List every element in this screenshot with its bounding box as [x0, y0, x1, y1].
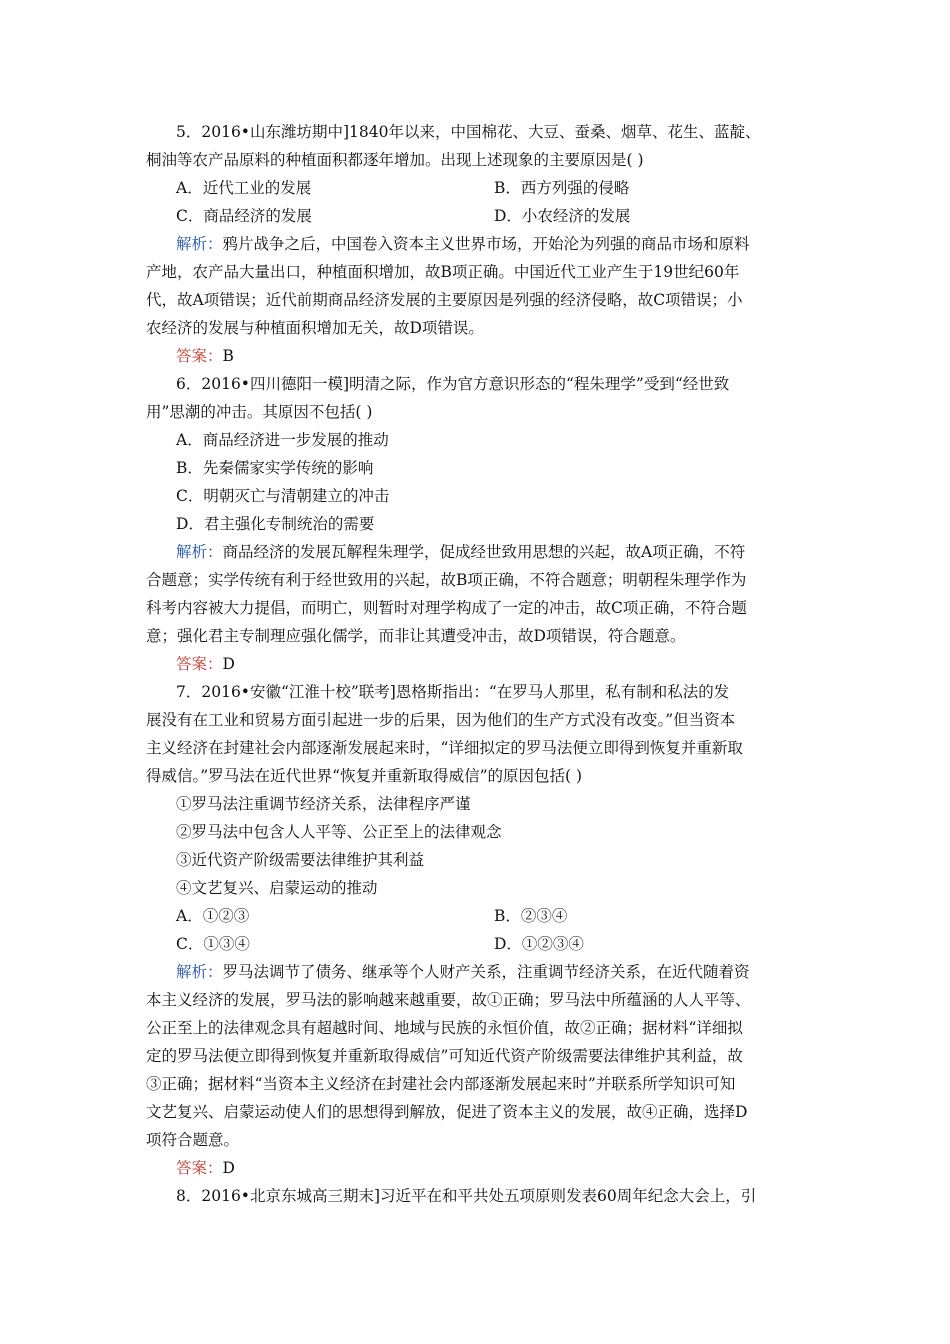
analysis-line: ③正确；据材料“当资本主义经济在封建社会内部逐渐发展起来时”并联系所学知识可知: [146, 1075, 736, 1093]
analysis-text: 鸦片战争之后，中国卷入资本主义世界市场，开始沦为列强的商品市场和原料: [222, 235, 750, 253]
analysis-line: 公正至上的法律观念具有超越时间、地域与民族的永恒价值，故②正确；据材料“详细拟: [146, 1019, 743, 1037]
analysis-line: 合题意；实学传统有利于经世致用的兴起，故B项正确，不符合题意；明朝程朱理学作为: [146, 571, 747, 589]
analysis-line: [146, 230, 812, 258]
options-row: [146, 930, 812, 958]
options-row: [146, 902, 812, 930]
analysis-line: 意；强化君主专制理应强化儒学，而非让其遭受冲击，故D项错误，符合题意。: [146, 627, 686, 645]
analysis-line: 文艺复兴、启蒙运动使人们的思想得到解放，促进了资本主义的发展，故④正确，选择D: [146, 1103, 748, 1121]
answer-label: 答案：: [176, 655, 223, 673]
analysis-line: 代，故A项错误；近代前期商品经济发展的主要原因是列强的经济侵略，故C项错误；小: [146, 291, 743, 309]
option-b: B．②③④: [494, 907, 568, 925]
statement-item: ④文艺复兴、启蒙运动的推动: [176, 879, 378, 897]
option-d: D．君主强化专制统治的需要: [176, 515, 375, 533]
answer-value: D: [222, 655, 235, 673]
answer-label: 答案：: [176, 1159, 223, 1177]
analysis-text: 罗马法调节了债务、继承等个人财产关系，注重调节经济关系，在近代随着资: [222, 963, 750, 981]
options-row: [146, 174, 812, 202]
question-8: [146, 1182, 812, 1210]
option-b: B．先秦儒家实学传统的影响: [176, 459, 374, 477]
question-stem-line: 桐油等农产品原料的种植面积都逐年增加。出现上述现象的主要原因是( ): [146, 151, 644, 169]
document-page: [146, 118, 812, 1210]
analysis-line: 农经济的发展与种植面积增加无关，故D项错误。: [146, 319, 484, 337]
analysis-line: 定的罗马法便立即得到恢复并重新取得威信”可知近代资产阶级需要法律维护其利益，故: [146, 1047, 743, 1065]
question-6: [146, 370, 812, 678]
analysis-label: 解析：: [176, 963, 223, 981]
option-c: C．商品经济的发展: [176, 207, 312, 225]
option-a: A．商品经济进一步发展的推动: [176, 431, 389, 449]
answer-value: B: [222, 347, 234, 365]
analysis-line: 产地，农产品大量出口，种植面积增加，故B项正确。中国近代工业产生于19世纪60年: [146, 263, 740, 281]
statement-item: ②罗马法中包含人人平等、公正至上的法律观念: [176, 823, 502, 841]
analysis-label: 解析：: [176, 543, 223, 561]
question-5: [146, 118, 812, 370]
question-stem-line: 主义经济在封建社会内部逐渐发展起来时，“详细拟定的罗马法便立即得到恢复并重新取: [146, 739, 743, 757]
question-stem-line: 7．2016•安徽“江淮十校”联考]恩格斯指出：“在罗马人那里，私有制和私法的发: [176, 683, 730, 701]
option-b: B．西方列强的侵略: [494, 179, 630, 197]
option-d: D．①②③④: [494, 935, 584, 953]
answer-label: 答案：: [176, 347, 223, 365]
analysis-line: 科考内容被大力提倡，而明亡，则暂时对理学构成了一定的冲击，故C项正确，不符合题: [146, 599, 747, 617]
option-a: A．①②③: [176, 907, 250, 925]
analysis-line: 本主义经济的发展，罗马法的影响越来越重要，故①正确；罗马法中所蕴涵的人人平等、: [146, 991, 751, 1009]
analysis-label: 解析：: [176, 235, 223, 253]
analysis-line: [146, 958, 812, 986]
analysis-text: 商品经济的发展瓦解程朱理学，促成经世致用思想的兴起，故A项正确，不符: [222, 543, 746, 561]
question-stem-line: 展没有在工业和贸易方面引起进一步的后果，因为他们的生产方式没有改变。”但当资本: [146, 711, 736, 729]
answer-line: [146, 1154, 812, 1182]
option-a: A．近代工业的发展: [176, 179, 312, 197]
option-d: D．小农经济的发展: [494, 207, 631, 225]
statement-item: ①罗马法注重调节经济关系，法律程序严谨: [176, 795, 471, 813]
question-stem-line: 5．2016•山东潍坊期中]1840年以来，中国棉花、大豆、蚕桑、烟草、花生、蓝靛、: [176, 123, 761, 141]
answer-line: [146, 342, 812, 370]
option-c: C．明朝灭亡与清朝建立的冲击: [176, 487, 390, 505]
statement-item: ③近代资产阶级需要法律维护其利益: [176, 851, 425, 869]
question-stem-line: 8．2016•北京东城高三期末]习近平在和平共处五项原则发表60周年纪念大会上，引: [176, 1187, 757, 1205]
analysis-line: [146, 538, 812, 566]
answer-value: D: [222, 1159, 235, 1177]
options-row: [146, 202, 812, 230]
question-stem-line: 用”思潮的冲击。其原因不包括( ): [146, 403, 373, 421]
option-c: C．①③④: [176, 935, 250, 953]
question-7: [146, 678, 812, 1182]
question-stem-line: 6．2016•四川德阳一模]明清之际，作为官方意识形态的“程朱理学”受到“经世致: [176, 375, 730, 393]
question-stem-line: 得威信。”罗马法在近代世界“恢复并重新取得威信”的原因包括( ): [146, 767, 583, 785]
answer-line: [146, 650, 812, 678]
analysis-line: 项符合题意。: [146, 1131, 240, 1149]
